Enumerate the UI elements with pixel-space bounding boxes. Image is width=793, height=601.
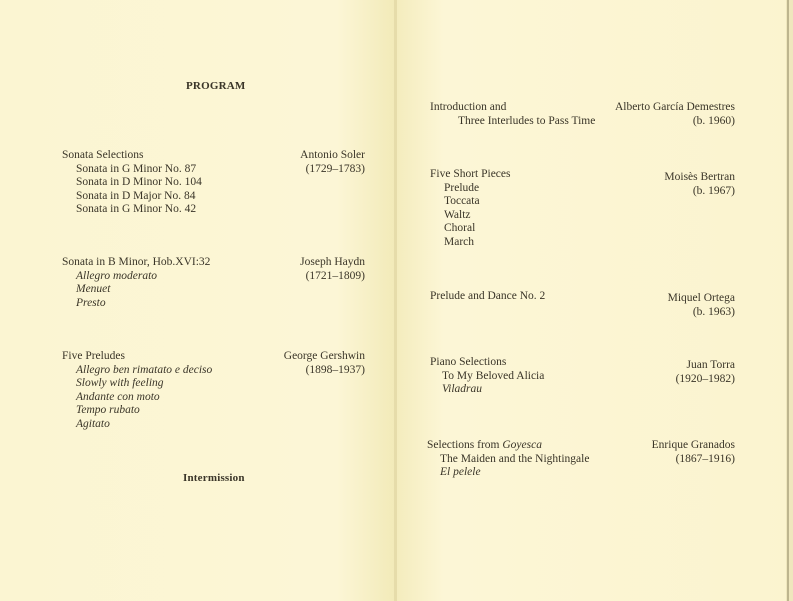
piece-title: Sonata Selections [62, 149, 144, 161]
movement: The Maiden and the Nightingale [440, 452, 590, 465]
piece-gershwin [62, 350, 212, 432]
piece-title: Sonata in B Minor, Hob.XVI:32 [62, 256, 211, 268]
program-heading: PROGRAM [186, 80, 246, 92]
piece-ortega [430, 290, 545, 304]
composer-dates: (1920–1982) [675, 372, 735, 385]
composer-name: George Gershwin [283, 350, 365, 362]
movement: To My Beloved Alicia [442, 369, 545, 382]
movement: Slowly with feeling [76, 377, 164, 390]
piece-granados [427, 439, 589, 480]
movement: Prelude [444, 181, 480, 194]
piece-title: Prelude and Dance No. 2 [430, 290, 546, 302]
composer-dates: (b. 1967) [692, 184, 735, 197]
composer-dates: (1729–1783) [305, 162, 365, 175]
movement: Choral [444, 222, 476, 235]
composer-granados [600, 439, 735, 466]
movement: Sonata in G Minor No. 42 [76, 203, 197, 216]
composer-name: Alberto García Demestres [614, 101, 735, 113]
movement: Agitato [76, 417, 110, 430]
composer-dates: (b. 1960) [692, 114, 735, 127]
intermission-heading: Intermission [183, 472, 245, 484]
composer-demestres [590, 101, 735, 128]
composer-name: Joseph Haydn [300, 256, 365, 268]
composer-gershwin [255, 350, 365, 377]
movement: Waltz [444, 208, 471, 221]
composer-dates: (1721–1809) [305, 269, 365, 282]
piece-haydn [62, 256, 210, 310]
movement: Sonata in G Minor No. 87 [76, 162, 197, 175]
page-edge [786, 0, 793, 601]
composer-torra [615, 359, 735, 386]
movement: Tempo rubato [76, 404, 140, 417]
movement: Allegro moderato [76, 269, 158, 282]
composer-dates: (b. 1963) [692, 305, 735, 318]
composer-dates: (1898–1937) [305, 363, 365, 376]
movement: Sonata in D Minor No. 104 [76, 176, 202, 189]
piece-title: Piano Selections [430, 356, 507, 368]
piece-title-italic: Goyesca [502, 439, 542, 451]
piece-bertran [430, 168, 511, 250]
composer-ortega [615, 292, 735, 319]
movement: Allegro ben rimatato e deciso [76, 363, 213, 376]
movement: Andante con moto [76, 390, 160, 403]
piece-demestres [430, 101, 595, 128]
piece-title [427, 439, 589, 453]
page-gutter [394, 0, 397, 601]
piece-title: Five Preludes [62, 350, 125, 362]
movement: Toccata [444, 195, 480, 208]
piece-title-prefix: Selections from [427, 439, 503, 451]
composer-name: Miquel Ortega [667, 292, 735, 304]
piece-title: Five Short Pieces [430, 168, 511, 180]
composer-bertran [615, 171, 735, 198]
movement: Presto [76, 296, 106, 309]
movement: March [444, 235, 475, 248]
composer-name: Enrique Granados [651, 439, 735, 451]
movement: Three Interludes to Pass Time [458, 114, 596, 127]
movement: El pelele [440, 466, 481, 479]
piece-soler [62, 149, 202, 217]
composer-name: Juan Torra [686, 359, 735, 371]
composer-soler [265, 149, 365, 176]
composer-name: Antonio Soler [300, 149, 365, 161]
movement: Menuet [76, 283, 111, 296]
movement: Sonata in D Major No. 84 [76, 189, 196, 202]
piece-torra [430, 356, 544, 397]
composer-dates: (1867–1916) [675, 452, 735, 465]
movement: Viladrau [442, 383, 483, 396]
composer-name: Moisès Bertran [664, 171, 735, 183]
piece-title: Introduction and [430, 101, 507, 113]
composer-haydn [265, 256, 365, 283]
